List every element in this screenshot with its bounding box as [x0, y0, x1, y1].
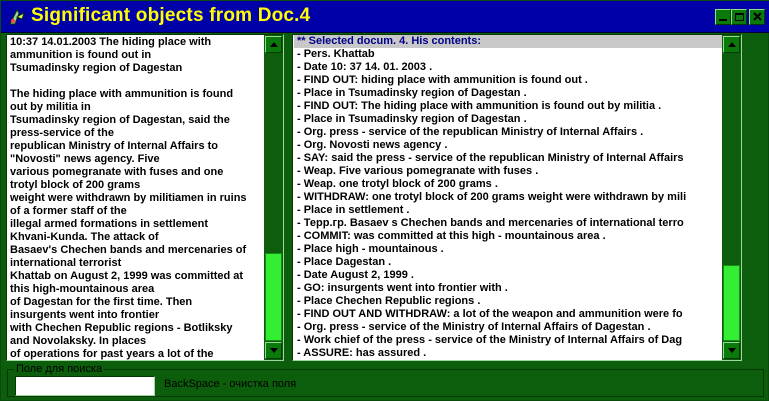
- right-scroll-down-button[interactable]: [723, 342, 740, 359]
- arrow-up-icon: [270, 42, 278, 47]
- document-text-line: Khvani-Kunda. The attack of: [10, 231, 159, 243]
- document-text[interactable]: [8, 35, 264, 360]
- document-text-line: of operations for past years a lot of the: [10, 348, 214, 360]
- object-list-item[interactable]: - ASSURE: has assured .: [297, 347, 427, 359]
- object-list-item[interactable]: - FIND OUT AND WITHDRAW: a lot of the weapon and ammunition were fo: [297, 308, 683, 320]
- object-list-item[interactable]: - Pers. Khattab: [297, 48, 375, 60]
- document-text-line: out by militia in: [10, 101, 91, 113]
- document-text-line: Khattab on August 2, 1999 was committed at: [10, 270, 244, 282]
- object-list-item[interactable]: - Place high - mountainous .: [297, 243, 444, 255]
- left-scroll-down-button[interactable]: [265, 342, 282, 359]
- objects-list-panel[interactable]: [292, 34, 742, 361]
- document-text-line: international terrorist: [10, 257, 122, 269]
- right-scroll-thumb[interactable]: [723, 265, 740, 341]
- object-list-item[interactable]: - Date 10: 37 14. 01. 2003 .: [297, 61, 433, 73]
- object-list-item[interactable]: - Терр.гр. Basaev s Chechen bands and mercenaries of international terro: [297, 217, 684, 229]
- document-text-line: weight were withdrawn by militiamen in ruins: [10, 192, 247, 204]
- search-group-label: Поле для поиска: [16, 363, 103, 375]
- object-list-item[interactable]: - COMMIT: was committed at this high - mountainous area .: [297, 230, 606, 242]
- selected-document-header[interactable]: ** Selected docum. 4. His contents:: [294, 35, 722, 48]
- arrow-up-icon: [728, 42, 736, 47]
- object-list-item[interactable]: - GO: insurgents went into frontier with .: [297, 282, 508, 294]
- document-text-line: this high-mountainous area: [10, 283, 155, 295]
- document-text-line: of Dagestan for the first time. Then: [10, 296, 193, 308]
- window-title: Significant objects from Doc.4: [31, 5, 311, 26]
- arrow-down-icon: [270, 348, 278, 353]
- maximize-button[interactable]: [731, 9, 747, 25]
- document-text-line: Tsumadinsky region of Dagestan: [10, 62, 183, 74]
- right-scroll-track[interactable]: [723, 53, 740, 342]
- object-list-item[interactable]: - Place in settlement .: [297, 204, 410, 216]
- object-list-item[interactable]: - Place Chechen Republic regions .: [297, 295, 481, 307]
- document-text-line: insurgents went into frontier: [10, 309, 160, 321]
- search-hint: BackSpace - очистка поля: [164, 378, 297, 390]
- object-list-item[interactable]: - Weap. one trotyl block of 200 grams .: [297, 178, 498, 190]
- document-text-line: with Chechen Republic regions - Botliksky: [10, 322, 233, 334]
- document-text-line: "Novosti" news agency. Five: [10, 153, 160, 165]
- object-list-item[interactable]: - SAY: said the press - service of the republican Ministry of Internal Affairs: [297, 152, 684, 164]
- object-list-item[interactable]: - Place in Tsumadinsky region of Dagestan .: [297, 113, 527, 125]
- document-text-line: various pomegranate with fuses and one: [10, 166, 224, 178]
- document-text-line: [10, 75, 264, 88]
- document-text-line: ammunition is found out in: [10, 49, 152, 61]
- minimize-icon: [719, 19, 727, 21]
- title-bar[interactable]: [1, 1, 769, 33]
- object-list-item[interactable]: - Org. Novosti news agency .: [297, 139, 448, 151]
- maximize-icon: [735, 13, 744, 21]
- object-list-item[interactable]: - FIND OUT: hiding place with ammunition is found out .: [297, 74, 588, 86]
- left-scroll-track[interactable]: [265, 53, 282, 342]
- arrow-down-icon: [728, 348, 736, 353]
- search-group: [7, 363, 764, 397]
- object-list-item[interactable]: - WITHDRAW: one trotyl block of 200 grams weight were withdrawn by mili: [297, 191, 687, 203]
- document-text-line: illegal armed formations in settlement: [10, 218, 209, 230]
- object-list-item[interactable]: - Weap. Five various pomegranate with fuses .: [297, 165, 539, 177]
- right-scrollbar[interactable]: [722, 35, 741, 360]
- document-text-line: Basaev's Chechen bands and mercenaries of: [10, 244, 247, 256]
- object-list-item[interactable]: - Place Dagestan .: [297, 256, 392, 268]
- object-list-item[interactable]: - Work chief of the press - service of the Ministry of Internal Affairs of Dag: [297, 334, 683, 346]
- object-list-item[interactable]: - Org. press - service of the Ministry of Internal Affairs of Dagestan .: [297, 321, 651, 333]
- app-icon[interactable]: [7, 7, 27, 27]
- document-text-line: 10:37 14.01.2003 The hiding place with: [10, 36, 212, 48]
- document-text-line: and Novolaksky. In places: [10, 335, 147, 347]
- objects-list[interactable]: [294, 35, 722, 360]
- minimize-button[interactable]: [715, 9, 731, 25]
- object-list-item[interactable]: - Place in Tsumadinsky region of Dagestan .: [297, 87, 527, 99]
- document-text-panel[interactable]: [6, 34, 284, 361]
- document-text-line: republican Ministry of Internal Affairs to: [10, 140, 219, 152]
- object-list-item[interactable]: - Date August 2, 1999 .: [297, 269, 414, 281]
- left-scroll-thumb[interactable]: [265, 253, 282, 341]
- object-list-item[interactable]: - Org. press - service of the republican Ministry of Internal Affairs .: [297, 126, 644, 138]
- close-icon: [753, 8, 762, 26]
- document-text-line: press-service of the: [10, 127, 114, 139]
- document-text-line: Tsumadinsky region of Dagestan, said the: [10, 114, 230, 126]
- document-text-line: The hiding place with ammunition is found: [10, 88, 234, 100]
- object-list-item[interactable]: - FIND OUT: The hiding place with ammunition is found out by militia .: [297, 100, 662, 112]
- left-scrollbar[interactable]: [264, 35, 283, 360]
- left-scroll-up-button[interactable]: [265, 36, 282, 53]
- right-scroll-up-button[interactable]: [723, 36, 740, 53]
- search-input[interactable]: [15, 376, 155, 396]
- document-text-line: trotyl block of 200 grams: [10, 179, 141, 191]
- document-text-line: of a former staff of the: [10, 205, 127, 217]
- close-button[interactable]: [749, 9, 765, 25]
